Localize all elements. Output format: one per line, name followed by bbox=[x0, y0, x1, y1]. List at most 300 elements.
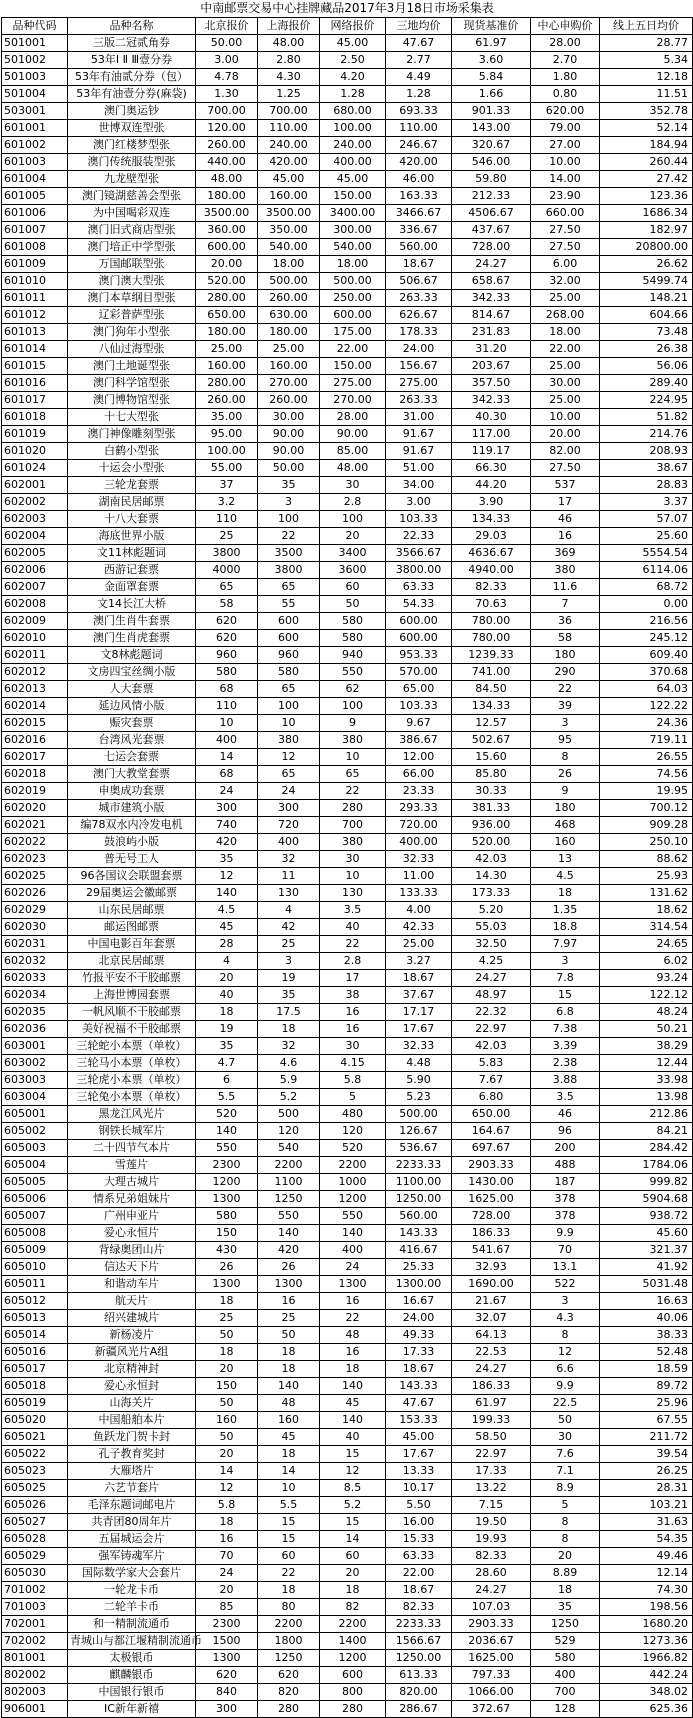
cell-three-city-average: 17.33 bbox=[386, 1344, 452, 1361]
cell-spot-benchmark: 1690.00 bbox=[452, 1276, 531, 1293]
cell-online-price: 16 bbox=[320, 1293, 386, 1310]
cell-code: 601017 bbox=[2, 392, 68, 409]
cell-code: 605028 bbox=[2, 1531, 68, 1548]
cell-online-price: 140 bbox=[320, 1378, 386, 1395]
cell-five-day-average: 5904.68 bbox=[600, 1191, 693, 1208]
cell-beijing-price: 25 bbox=[196, 528, 258, 545]
cell-shanghai-price: 35 bbox=[258, 987, 320, 1004]
table-row bbox=[2, 324, 693, 341]
cell-spot-benchmark: 24.27 bbox=[452, 1582, 531, 1599]
cell-center-subscription: 180 bbox=[531, 800, 600, 817]
table-row bbox=[2, 1174, 693, 1191]
cell-spot-benchmark: 22.97 bbox=[452, 1446, 531, 1463]
header-center-subscription: 中心申购价 bbox=[531, 18, 600, 35]
cell-code: 601020 bbox=[2, 443, 68, 460]
cell-center-subscription: 620.00 bbox=[531, 103, 600, 120]
cell-five-day-average: 260.44 bbox=[600, 154, 693, 171]
cell-shanghai-price: 18 bbox=[258, 1446, 320, 1463]
cell-three-city-average: 133.33 bbox=[386, 885, 452, 902]
cell-spot-benchmark: 44.20 bbox=[452, 477, 531, 494]
cell-beijing-price: 620 bbox=[196, 1667, 258, 1684]
cell-three-city-average: 570.00 bbox=[386, 664, 452, 681]
cell-code: 601010 bbox=[2, 273, 68, 290]
cell-online-price: 140 bbox=[320, 1225, 386, 1242]
cell-center-subscription: 10.00 bbox=[531, 409, 600, 426]
cell-center-subscription: 17 bbox=[531, 494, 600, 511]
table-row bbox=[2, 681, 693, 698]
cell-center-subscription: 25.00 bbox=[531, 392, 600, 409]
table-row bbox=[2, 817, 693, 834]
table-row bbox=[2, 1531, 693, 1548]
cell-name: 七运会套票 bbox=[68, 749, 196, 766]
cell-code: 601009 bbox=[2, 256, 68, 273]
cell-center-subscription: 12 bbox=[531, 1344, 600, 1361]
cell-center-subscription: 26 bbox=[531, 766, 600, 783]
cell-online-price: 62 bbox=[320, 681, 386, 698]
cell-three-city-average: 25.00 bbox=[386, 936, 452, 953]
cell-name: 中国电影百年套票 bbox=[68, 936, 196, 953]
cell-shanghai-price: 18.00 bbox=[258, 256, 320, 273]
cell-online-price: 30 bbox=[320, 1038, 386, 1055]
cell-three-city-average: 24.00 bbox=[386, 341, 452, 358]
cell-name: 孔子教育奖封 bbox=[68, 1446, 196, 1463]
cell-code: 701002 bbox=[2, 1582, 68, 1599]
market-data-table bbox=[1, 0, 693, 1718]
cell-shanghai-price: 3500 bbox=[258, 545, 320, 562]
cell-five-day-average: 700.12 bbox=[600, 800, 693, 817]
cell-code: 602014 bbox=[2, 698, 68, 715]
cell-code: 603003 bbox=[2, 1072, 68, 1089]
cell-center-subscription: 6.00 bbox=[531, 256, 600, 273]
cell-shanghai-price: 160.00 bbox=[258, 188, 320, 205]
cell-three-city-average: 25.33 bbox=[386, 1259, 452, 1276]
cell-code: 602033 bbox=[2, 970, 68, 987]
cell-spot-benchmark: 61.97 bbox=[452, 1395, 531, 1412]
cell-center-subscription: 7 bbox=[531, 596, 600, 613]
cell-five-day-average: 68.72 bbox=[600, 579, 693, 596]
cell-five-day-average: 20800.00 bbox=[600, 239, 693, 256]
cell-five-day-average: 89.72 bbox=[600, 1378, 693, 1395]
cell-three-city-average: 63.33 bbox=[386, 579, 452, 596]
cell-center-subscription: 20.00 bbox=[531, 426, 600, 443]
cell-code: 605001 bbox=[2, 1106, 68, 1123]
cell-spot-benchmark: 70.63 bbox=[452, 596, 531, 613]
cell-center-subscription: 8 bbox=[531, 1514, 600, 1531]
cell-three-city-average: 32.33 bbox=[386, 851, 452, 868]
cell-shanghai-price: 280 bbox=[258, 1701, 320, 1718]
cell-shanghai-price: 32 bbox=[258, 1038, 320, 1055]
cell-spot-benchmark: 697.67 bbox=[452, 1140, 531, 1157]
cell-beijing-price: 620 bbox=[196, 613, 258, 630]
cell-code: 702001 bbox=[2, 1616, 68, 1633]
table-row bbox=[2, 273, 693, 290]
cell-name: 为中国喝彩双连 bbox=[68, 205, 196, 222]
cell-three-city-average: 34.00 bbox=[386, 477, 452, 494]
cell-beijing-price: 24 bbox=[196, 783, 258, 800]
cell-center-subscription: 13 bbox=[531, 851, 600, 868]
cell-spot-benchmark: 2903.33 bbox=[452, 1157, 531, 1174]
cell-code: 602017 bbox=[2, 749, 68, 766]
cell-online-price: 48.00 bbox=[320, 460, 386, 477]
cell-three-city-average: 263.33 bbox=[386, 392, 452, 409]
cell-three-city-average: 600.00 bbox=[386, 630, 452, 647]
cell-code: 501004 bbox=[2, 86, 68, 103]
table-row bbox=[2, 613, 693, 630]
cell-center-subscription: 1.35 bbox=[531, 902, 600, 919]
cell-spot-benchmark: 357.50 bbox=[452, 375, 531, 392]
cell-three-city-average: 47.67 bbox=[386, 35, 452, 52]
cell-name: 澳门科学馆型张 bbox=[68, 375, 196, 392]
cell-online-price: 100 bbox=[320, 511, 386, 528]
cell-center-subscription: 11.6 bbox=[531, 579, 600, 596]
cell-spot-benchmark: 5.20 bbox=[452, 902, 531, 919]
table-row bbox=[2, 1429, 693, 1446]
cell-code: 602031 bbox=[2, 936, 68, 953]
table-row bbox=[2, 851, 693, 868]
cell-beijing-price: 35 bbox=[196, 851, 258, 868]
cell-center-subscription: 187 bbox=[531, 1174, 600, 1191]
cell-name: 辽彩普萨型张 bbox=[68, 307, 196, 324]
cell-online-price: 60 bbox=[320, 579, 386, 596]
cell-three-city-average: 63.33 bbox=[386, 1548, 452, 1565]
cell-online-price: 600.00 bbox=[320, 307, 386, 324]
cell-beijing-price: 20 bbox=[196, 1582, 258, 1599]
cell-shanghai-price: 22 bbox=[258, 528, 320, 545]
cell-center-subscription: 200 bbox=[531, 1140, 600, 1157]
cell-five-day-average: 122.12 bbox=[600, 987, 693, 1004]
cell-three-city-average: 143.33 bbox=[386, 1378, 452, 1395]
cell-five-day-average: 67.55 bbox=[600, 1412, 693, 1429]
cell-spot-benchmark: 173.33 bbox=[452, 885, 531, 902]
header-five-day-average: 线上五日均价 bbox=[600, 18, 693, 35]
cell-three-city-average: 46.00 bbox=[386, 171, 452, 188]
cell-beijing-price: 68 bbox=[196, 681, 258, 698]
cell-spot-benchmark: 212.33 bbox=[452, 188, 531, 205]
cell-name: 赈灾套票 bbox=[68, 715, 196, 732]
cell-three-city-average: 16.67 bbox=[386, 1293, 452, 1310]
cell-beijing-price: 440.00 bbox=[196, 154, 258, 171]
table-row bbox=[2, 426, 693, 443]
cell-five-day-average: 12.18 bbox=[600, 69, 693, 86]
cell-five-day-average: 40.06 bbox=[600, 1310, 693, 1327]
cell-five-day-average: 25.60 bbox=[600, 528, 693, 545]
cell-center-subscription: 8.89 bbox=[531, 1565, 600, 1582]
cell-five-day-average: 604.66 bbox=[600, 307, 693, 324]
cell-three-city-average: 37.67 bbox=[386, 987, 452, 1004]
cell-online-price: 400 bbox=[320, 1242, 386, 1259]
cell-five-day-average: 74.56 bbox=[600, 766, 693, 783]
cell-spot-benchmark: 14.30 bbox=[452, 868, 531, 885]
cell-code: 602005 bbox=[2, 545, 68, 562]
cell-beijing-price: 550 bbox=[196, 1140, 258, 1157]
cell-online-price: 2200 bbox=[320, 1616, 386, 1633]
cell-five-day-average: 3.37 bbox=[600, 494, 693, 511]
cell-shanghai-price: 80 bbox=[258, 1599, 320, 1616]
cell-shanghai-price: 270.00 bbox=[258, 375, 320, 392]
header-spot-benchmark: 现货基准价 bbox=[452, 18, 531, 35]
cell-spot-benchmark: 186.33 bbox=[452, 1225, 531, 1242]
cell-code: 605012 bbox=[2, 1293, 68, 1310]
cell-three-city-average: 720.00 bbox=[386, 817, 452, 834]
cell-online-price: 240.00 bbox=[320, 137, 386, 154]
cell-five-day-average: 26.55 bbox=[600, 749, 693, 766]
cell-spot-benchmark: 24.27 bbox=[452, 970, 531, 987]
cell-spot-benchmark: 741.00 bbox=[452, 664, 531, 681]
cell-name: 西游记套票 bbox=[68, 562, 196, 579]
cell-three-city-average: 91.67 bbox=[386, 426, 452, 443]
cell-three-city-average: 18.67 bbox=[386, 970, 452, 987]
cell-five-day-average: 28.83 bbox=[600, 477, 693, 494]
cell-shanghai-price: 45 bbox=[258, 1429, 320, 1446]
cell-beijing-price: 25 bbox=[196, 1310, 258, 1327]
cell-three-city-average: 143.33 bbox=[386, 1225, 452, 1242]
cell-name: 澳门传统服装型张 bbox=[68, 154, 196, 171]
cell-beijing-price: 25.00 bbox=[196, 341, 258, 358]
cell-spot-benchmark: 1430.00 bbox=[452, 1174, 531, 1191]
cell-center-subscription: 700 bbox=[531, 1684, 600, 1701]
cell-code: 602020 bbox=[2, 800, 68, 817]
cell-name: 中国船舶本片 bbox=[68, 1412, 196, 1429]
cell-code: 602032 bbox=[2, 953, 68, 970]
cell-shanghai-price: 160 bbox=[258, 1412, 320, 1429]
cell-three-city-average: 820.00 bbox=[386, 1684, 452, 1701]
cell-online-price: 65 bbox=[320, 766, 386, 783]
cell-five-day-average: 93.24 bbox=[600, 970, 693, 987]
cell-three-city-average: 3466.67 bbox=[386, 205, 452, 222]
table-row bbox=[2, 800, 693, 817]
cell-five-day-average: 41.92 bbox=[600, 1259, 693, 1276]
table-row bbox=[2, 1616, 693, 1633]
cell-five-day-average: 38.33 bbox=[600, 1327, 693, 1344]
cell-online-price: 300.00 bbox=[320, 222, 386, 239]
cell-center-subscription: 660.00 bbox=[531, 205, 600, 222]
cell-five-day-average: 33.98 bbox=[600, 1072, 693, 1089]
cell-five-day-average: 56.06 bbox=[600, 358, 693, 375]
cell-beijing-price: 1300 bbox=[196, 1191, 258, 1208]
cell-code: 602019 bbox=[2, 783, 68, 800]
cell-code: 602021 bbox=[2, 817, 68, 834]
cell-center-subscription: 3.88 bbox=[531, 1072, 600, 1089]
cell-beijing-price: 50 bbox=[196, 1395, 258, 1412]
cell-three-city-average: 10.17 bbox=[386, 1480, 452, 1497]
cell-online-price: 20 bbox=[320, 528, 386, 545]
cell-code: 802003 bbox=[2, 1684, 68, 1701]
cell-five-day-average: 24.36 bbox=[600, 715, 693, 732]
cell-shanghai-price: 140 bbox=[258, 1378, 320, 1395]
table-row bbox=[2, 171, 693, 188]
table-row bbox=[2, 698, 693, 715]
cell-spot-benchmark: 1625.00 bbox=[452, 1650, 531, 1667]
cell-beijing-price: 65 bbox=[196, 579, 258, 596]
cell-online-price: 1200 bbox=[320, 1191, 386, 1208]
cell-name: 六艺节套片 bbox=[68, 1480, 196, 1497]
cell-three-city-average: 82.33 bbox=[386, 1599, 452, 1616]
cell-online-price: 4.15 bbox=[320, 1055, 386, 1072]
table-row bbox=[2, 545, 693, 562]
table-row bbox=[2, 103, 693, 120]
table-row bbox=[2, 936, 693, 953]
cell-online-price: 45.00 bbox=[320, 35, 386, 52]
cell-five-day-average: 442.24 bbox=[600, 1667, 693, 1684]
cell-three-city-average: 103.33 bbox=[386, 511, 452, 528]
cell-code: 602034 bbox=[2, 987, 68, 1004]
cell-code: 602026 bbox=[2, 885, 68, 902]
cell-spot-benchmark: 4.25 bbox=[452, 953, 531, 970]
cell-shanghai-price: 3 bbox=[258, 494, 320, 511]
cell-shanghai-price: 600 bbox=[258, 630, 320, 647]
cell-name: 澳门镜湖慈善会型张 bbox=[68, 188, 196, 205]
cell-code: 601002 bbox=[2, 137, 68, 154]
cell-three-city-average: 22.00 bbox=[386, 1565, 452, 1582]
cell-three-city-average: 5.90 bbox=[386, 1072, 452, 1089]
cell-center-subscription: 27.50 bbox=[531, 222, 600, 239]
cell-center-subscription: 22 bbox=[531, 681, 600, 698]
cell-online-price: 1200 bbox=[320, 1650, 386, 1667]
cell-beijing-price: 360.00 bbox=[196, 222, 258, 239]
table-row bbox=[2, 953, 693, 970]
cell-online-price: 16 bbox=[320, 1344, 386, 1361]
cell-code: 601005 bbox=[2, 188, 68, 205]
cell-beijing-price: 35 bbox=[196, 1038, 258, 1055]
cell-spot-benchmark: 1239.33 bbox=[452, 647, 531, 664]
cell-three-city-average: 11.00 bbox=[386, 868, 452, 885]
cell-code: 605004 bbox=[2, 1157, 68, 1174]
cell-spot-benchmark: 82.33 bbox=[452, 579, 531, 596]
cell-beijing-price: 20 bbox=[196, 1446, 258, 1463]
cell-beijing-price: 160 bbox=[196, 1412, 258, 1429]
cell-name: 文14长江大桥 bbox=[68, 596, 196, 613]
table-row bbox=[2, 579, 693, 596]
cell-spot-benchmark: 82.33 bbox=[452, 1548, 531, 1565]
cell-three-city-average: 420.00 bbox=[386, 154, 452, 171]
cell-shanghai-price: 50.00 bbox=[258, 460, 320, 477]
cell-spot-benchmark: 502.67 bbox=[452, 732, 531, 749]
cell-online-price: 12 bbox=[320, 1463, 386, 1480]
cell-three-city-average: 336.67 bbox=[386, 222, 452, 239]
cell-name: 澳门神像雕刻型张 bbox=[68, 426, 196, 443]
cell-online-price: 18 bbox=[320, 1361, 386, 1378]
cell-online-price: 14 bbox=[320, 1531, 386, 1548]
cell-beijing-price: 960 bbox=[196, 647, 258, 664]
table-row bbox=[2, 528, 693, 545]
cell-code: 605003 bbox=[2, 1140, 68, 1157]
cell-center-subscription: 22.5 bbox=[531, 1395, 600, 1412]
cell-five-day-average: 609.40 bbox=[600, 647, 693, 664]
cell-center-subscription: 3 bbox=[531, 1293, 600, 1310]
cell-beijing-price: 6 bbox=[196, 1072, 258, 1089]
cell-shanghai-price: 100 bbox=[258, 511, 320, 528]
cell-shanghai-price: 65 bbox=[258, 681, 320, 698]
cell-online-price: 2.8 bbox=[320, 494, 386, 511]
cell-name: 毛泽东题词邮电片 bbox=[68, 1497, 196, 1514]
cell-shanghai-price: 18 bbox=[258, 1361, 320, 1378]
cell-five-day-average: 938.72 bbox=[600, 1208, 693, 1225]
cell-shanghai-price: 19 bbox=[258, 970, 320, 987]
cell-spot-benchmark: 55.03 bbox=[452, 919, 531, 936]
cell-beijing-price: 420 bbox=[196, 834, 258, 851]
cell-spot-benchmark: 797.33 bbox=[452, 1667, 531, 1684]
cell-beijing-price: 110 bbox=[196, 511, 258, 528]
cell-five-day-average: 52.48 bbox=[600, 1344, 693, 1361]
cell-five-day-average: 31.63 bbox=[600, 1514, 693, 1531]
cell-name: 广州申亚片 bbox=[68, 1208, 196, 1225]
cell-code: 602013 bbox=[2, 681, 68, 698]
table-row bbox=[2, 834, 693, 851]
table-row bbox=[2, 1072, 693, 1089]
cell-beijing-price: 430 bbox=[196, 1242, 258, 1259]
cell-beijing-price: 35.00 bbox=[196, 409, 258, 426]
cell-five-day-average: 999.82 bbox=[600, 1174, 693, 1191]
cell-center-subscription: 3.5 bbox=[531, 1089, 600, 1106]
cell-center-subscription: 4.3 bbox=[531, 1310, 600, 1327]
cell-online-price: 38 bbox=[320, 987, 386, 1004]
cell-five-day-average: 28.77 bbox=[600, 35, 693, 52]
cell-spot-benchmark: 42.03 bbox=[452, 1038, 531, 1055]
cell-name: 湖南民居邮票 bbox=[68, 494, 196, 511]
table-row bbox=[2, 1701, 693, 1718]
cell-online-price: 580 bbox=[320, 630, 386, 647]
cell-spot-benchmark: 12.57 bbox=[452, 715, 531, 732]
cell-five-day-average: 45.60 bbox=[600, 1225, 693, 1242]
cell-shanghai-price: 18 bbox=[258, 1344, 320, 1361]
cell-center-subscription: 7.8 bbox=[531, 970, 600, 987]
cell-online-price: 16 bbox=[320, 1021, 386, 1038]
cell-name: 五届城运会片 bbox=[68, 1531, 196, 1548]
cell-code: 605013 bbox=[2, 1310, 68, 1327]
cell-online-price: 800 bbox=[320, 1684, 386, 1701]
table-row bbox=[2, 868, 693, 885]
table-row bbox=[2, 205, 693, 222]
cell-online-price: 48 bbox=[320, 1327, 386, 1344]
cell-center-subscription: 58 bbox=[531, 630, 600, 647]
cell-three-city-average: 156.67 bbox=[386, 358, 452, 375]
cell-code: 602001 bbox=[2, 477, 68, 494]
cell-spot-benchmark: 7.67 bbox=[452, 1072, 531, 1089]
cell-code: 501002 bbox=[2, 52, 68, 69]
cell-online-price: 280 bbox=[320, 800, 386, 817]
cell-shanghai-price: 5.5 bbox=[258, 1497, 320, 1514]
cell-spot-benchmark: 780.00 bbox=[452, 613, 531, 630]
cell-center-subscription: 7.1 bbox=[531, 1463, 600, 1480]
table-row bbox=[2, 1293, 693, 1310]
cell-five-day-average: 212.86 bbox=[600, 1106, 693, 1123]
cell-shanghai-price: 22 bbox=[258, 1565, 320, 1582]
cell-online-price: 100.00 bbox=[320, 120, 386, 137]
cell-spot-benchmark: 372.67 bbox=[452, 1701, 531, 1718]
cell-online-price: 30 bbox=[320, 851, 386, 868]
cell-center-subscription: 9.9 bbox=[531, 1378, 600, 1395]
cell-code: 605005 bbox=[2, 1174, 68, 1191]
cell-five-day-average: 719.11 bbox=[600, 732, 693, 749]
cell-name: 黑龙江风光片 bbox=[68, 1106, 196, 1123]
cell-shanghai-price: 18 bbox=[258, 1582, 320, 1599]
cell-shanghai-price: 42 bbox=[258, 919, 320, 936]
cell-online-price: 85.00 bbox=[320, 443, 386, 460]
cell-spot-benchmark: 24.27 bbox=[452, 256, 531, 273]
cell-beijing-price: 55.00 bbox=[196, 460, 258, 477]
cell-spot-benchmark: 134.33 bbox=[452, 511, 531, 528]
cell-five-day-average: 216.56 bbox=[600, 613, 693, 630]
cell-shanghai-price: 820 bbox=[258, 1684, 320, 1701]
cell-code: 603004 bbox=[2, 1089, 68, 1106]
cell-three-city-average: 51.00 bbox=[386, 460, 452, 477]
cell-five-day-average: 314.54 bbox=[600, 919, 693, 936]
cell-online-price: 600 bbox=[320, 1667, 386, 1684]
cell-spot-benchmark: 6.80 bbox=[452, 1089, 531, 1106]
cell-name: 三轮兔小本票（单枚） bbox=[68, 1089, 196, 1106]
cell-online-price: 28.00 bbox=[320, 409, 386, 426]
cell-center-subscription: 400 bbox=[531, 1667, 600, 1684]
